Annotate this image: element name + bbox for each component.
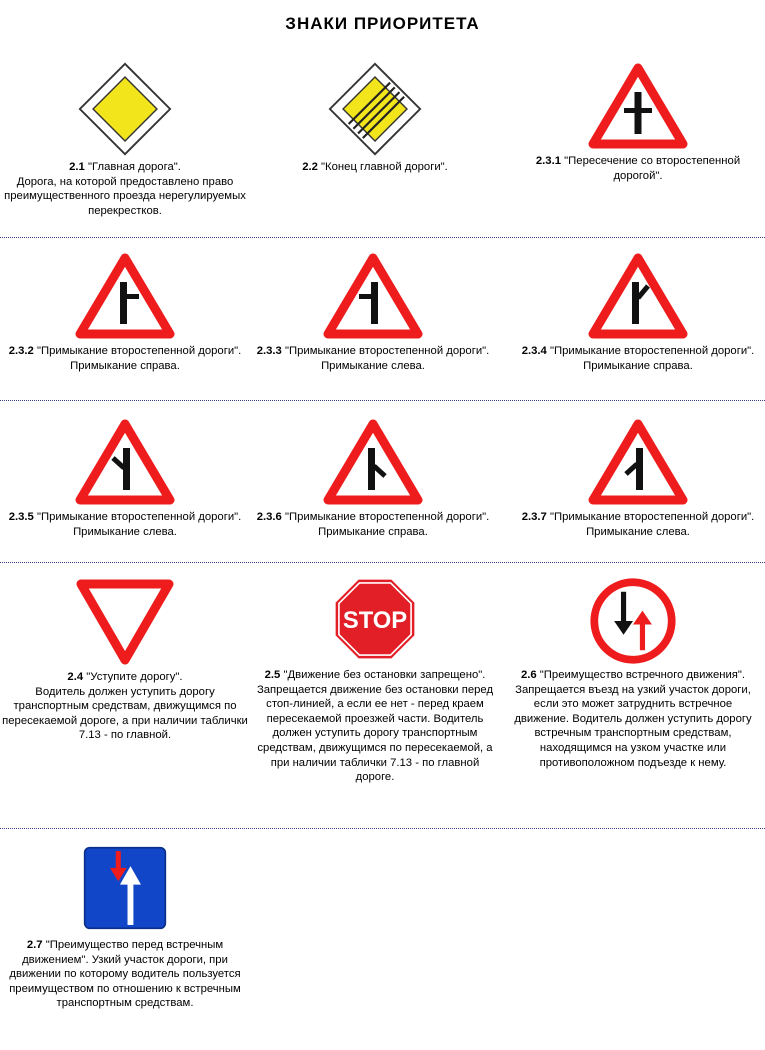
sign-number: 2.3.4 xyxy=(521,345,547,357)
junction-right-angled-sign-icon xyxy=(588,252,688,340)
sign-number: 2.3.3 xyxy=(256,345,282,357)
oncoming-priority-sign-icon xyxy=(590,578,676,664)
sign-name: "Примыкание второстепенной дороги". Примыкание справа. xyxy=(36,345,242,372)
sign-number: 2.3.1 xyxy=(535,155,562,167)
sign-card-2-3-5 xyxy=(0,418,250,539)
sign-number: 2.7 xyxy=(26,939,43,951)
sign-number: 2.2 xyxy=(302,161,318,173)
priority-over-oncoming-sign-icon xyxy=(83,846,167,930)
main-road-sign-icon xyxy=(78,62,172,156)
junction-right-angled-low-sign-icon xyxy=(323,418,423,506)
sign-card-2-3-4 xyxy=(513,252,763,373)
sign-description: Запрещается въезд на узкий участок дороги, если это может затруднить встречное движение. Водитель должен уступить дорогу встречным транспортным средствам, находящимся на узком участке или противоположном подъезде к нему. xyxy=(514,683,752,769)
stop-sign-icon xyxy=(334,578,416,660)
sign-card-2-3-1 xyxy=(513,62,763,183)
sign-name: "Преимущество встречного движения". xyxy=(539,669,746,681)
sign-card-2-3-2 xyxy=(0,252,250,373)
sign-number: 2.3.2 xyxy=(8,345,34,357)
sign-card-2-3-7 xyxy=(513,418,763,539)
sign-name: "Примыкание второстепенной дороги". Примыкание справа. xyxy=(284,511,490,538)
sign-name: "Уступите дорогу". xyxy=(86,671,183,683)
divider xyxy=(0,400,765,401)
divider xyxy=(0,237,765,238)
sign-number: 2.3.6 xyxy=(256,511,282,523)
sign-number: 2.1 xyxy=(69,161,85,173)
sign-name: "Примыкание второстепенной дороги". Примыкание слева. xyxy=(36,511,242,538)
junction-left-angled-high-sign-icon xyxy=(588,418,688,506)
sign-number: 2.3.7 xyxy=(521,511,547,523)
junction-left-angled-sign-icon xyxy=(75,418,175,506)
sign-description: Запрещается движение без остановки перед стоп-линией, а если ее нет - перед краем пересекаемой проезжей части. Водитель должен уступить дорогу транспортным средствам, движущимся по пересекаемой, а при наличии таблички 7.13 - по главной дороге. xyxy=(256,683,494,784)
divider xyxy=(0,562,765,563)
sign-number: 2.5 xyxy=(264,669,281,681)
sign-name: "Примыкание второстепенной дороги". Примыкание слева. xyxy=(549,511,755,538)
sign-card-2-4 xyxy=(0,578,250,743)
sign-name: "Главная дорога". xyxy=(87,161,181,173)
sign-number: 2.6 xyxy=(520,669,537,681)
sign-card-2-7 xyxy=(0,846,250,1011)
sign-description: Дорога, на которой предоставлено право преимущественного проезда нерегулируемых перекрестков. xyxy=(4,175,246,217)
sign-card-2-3-3 xyxy=(248,252,498,373)
sign-number: 2.4 xyxy=(67,671,84,683)
divider xyxy=(0,828,765,829)
junction-left-sign-icon xyxy=(323,252,423,340)
sign-card-2-1 xyxy=(0,62,250,218)
sign-description: Водитель должен уступить дорогу транспортным средствам, движущимся по пересекаемой дороге, а при наличии таблички 7.13 - по главной. xyxy=(2,685,248,742)
sign-name: "Преимущество перед встречным движением". xyxy=(22,939,224,966)
junction-right-sign-icon xyxy=(75,252,175,340)
sign-card-2-3-6 xyxy=(248,418,498,539)
sign-card-2-2 xyxy=(250,62,500,175)
give-way-sign-icon xyxy=(75,578,175,666)
sign-name: "Примыкание второстепенной дороги". Примыкание справа. xyxy=(549,345,755,372)
sign-name: "Конец главной дороги". xyxy=(321,161,448,173)
crossroad-secondary-sign-icon xyxy=(588,62,688,150)
stop-sign-text: STOP xyxy=(342,607,408,635)
sign-name: "Пересечение со второстепенной дорогой". xyxy=(564,155,741,182)
sign-number: 2.3.5 xyxy=(8,511,34,523)
sign-card-2-6 xyxy=(508,578,758,770)
sign-description: Узкий участок дороги, при движении по которому водитель пользуется преимуществом по отношению к встречным транспортным средствам. xyxy=(9,953,241,1010)
end-of-main-road-sign-icon xyxy=(328,62,422,156)
page-title: ЗНАКИ ПРИОРИТЕТА xyxy=(285,14,480,33)
sign-card-2-5 xyxy=(250,578,500,785)
sign-name: "Примыкание второстепенной дороги". Примыкание слева. xyxy=(284,345,490,372)
sign-name: "Движение без остановки запрещено". xyxy=(283,669,486,681)
